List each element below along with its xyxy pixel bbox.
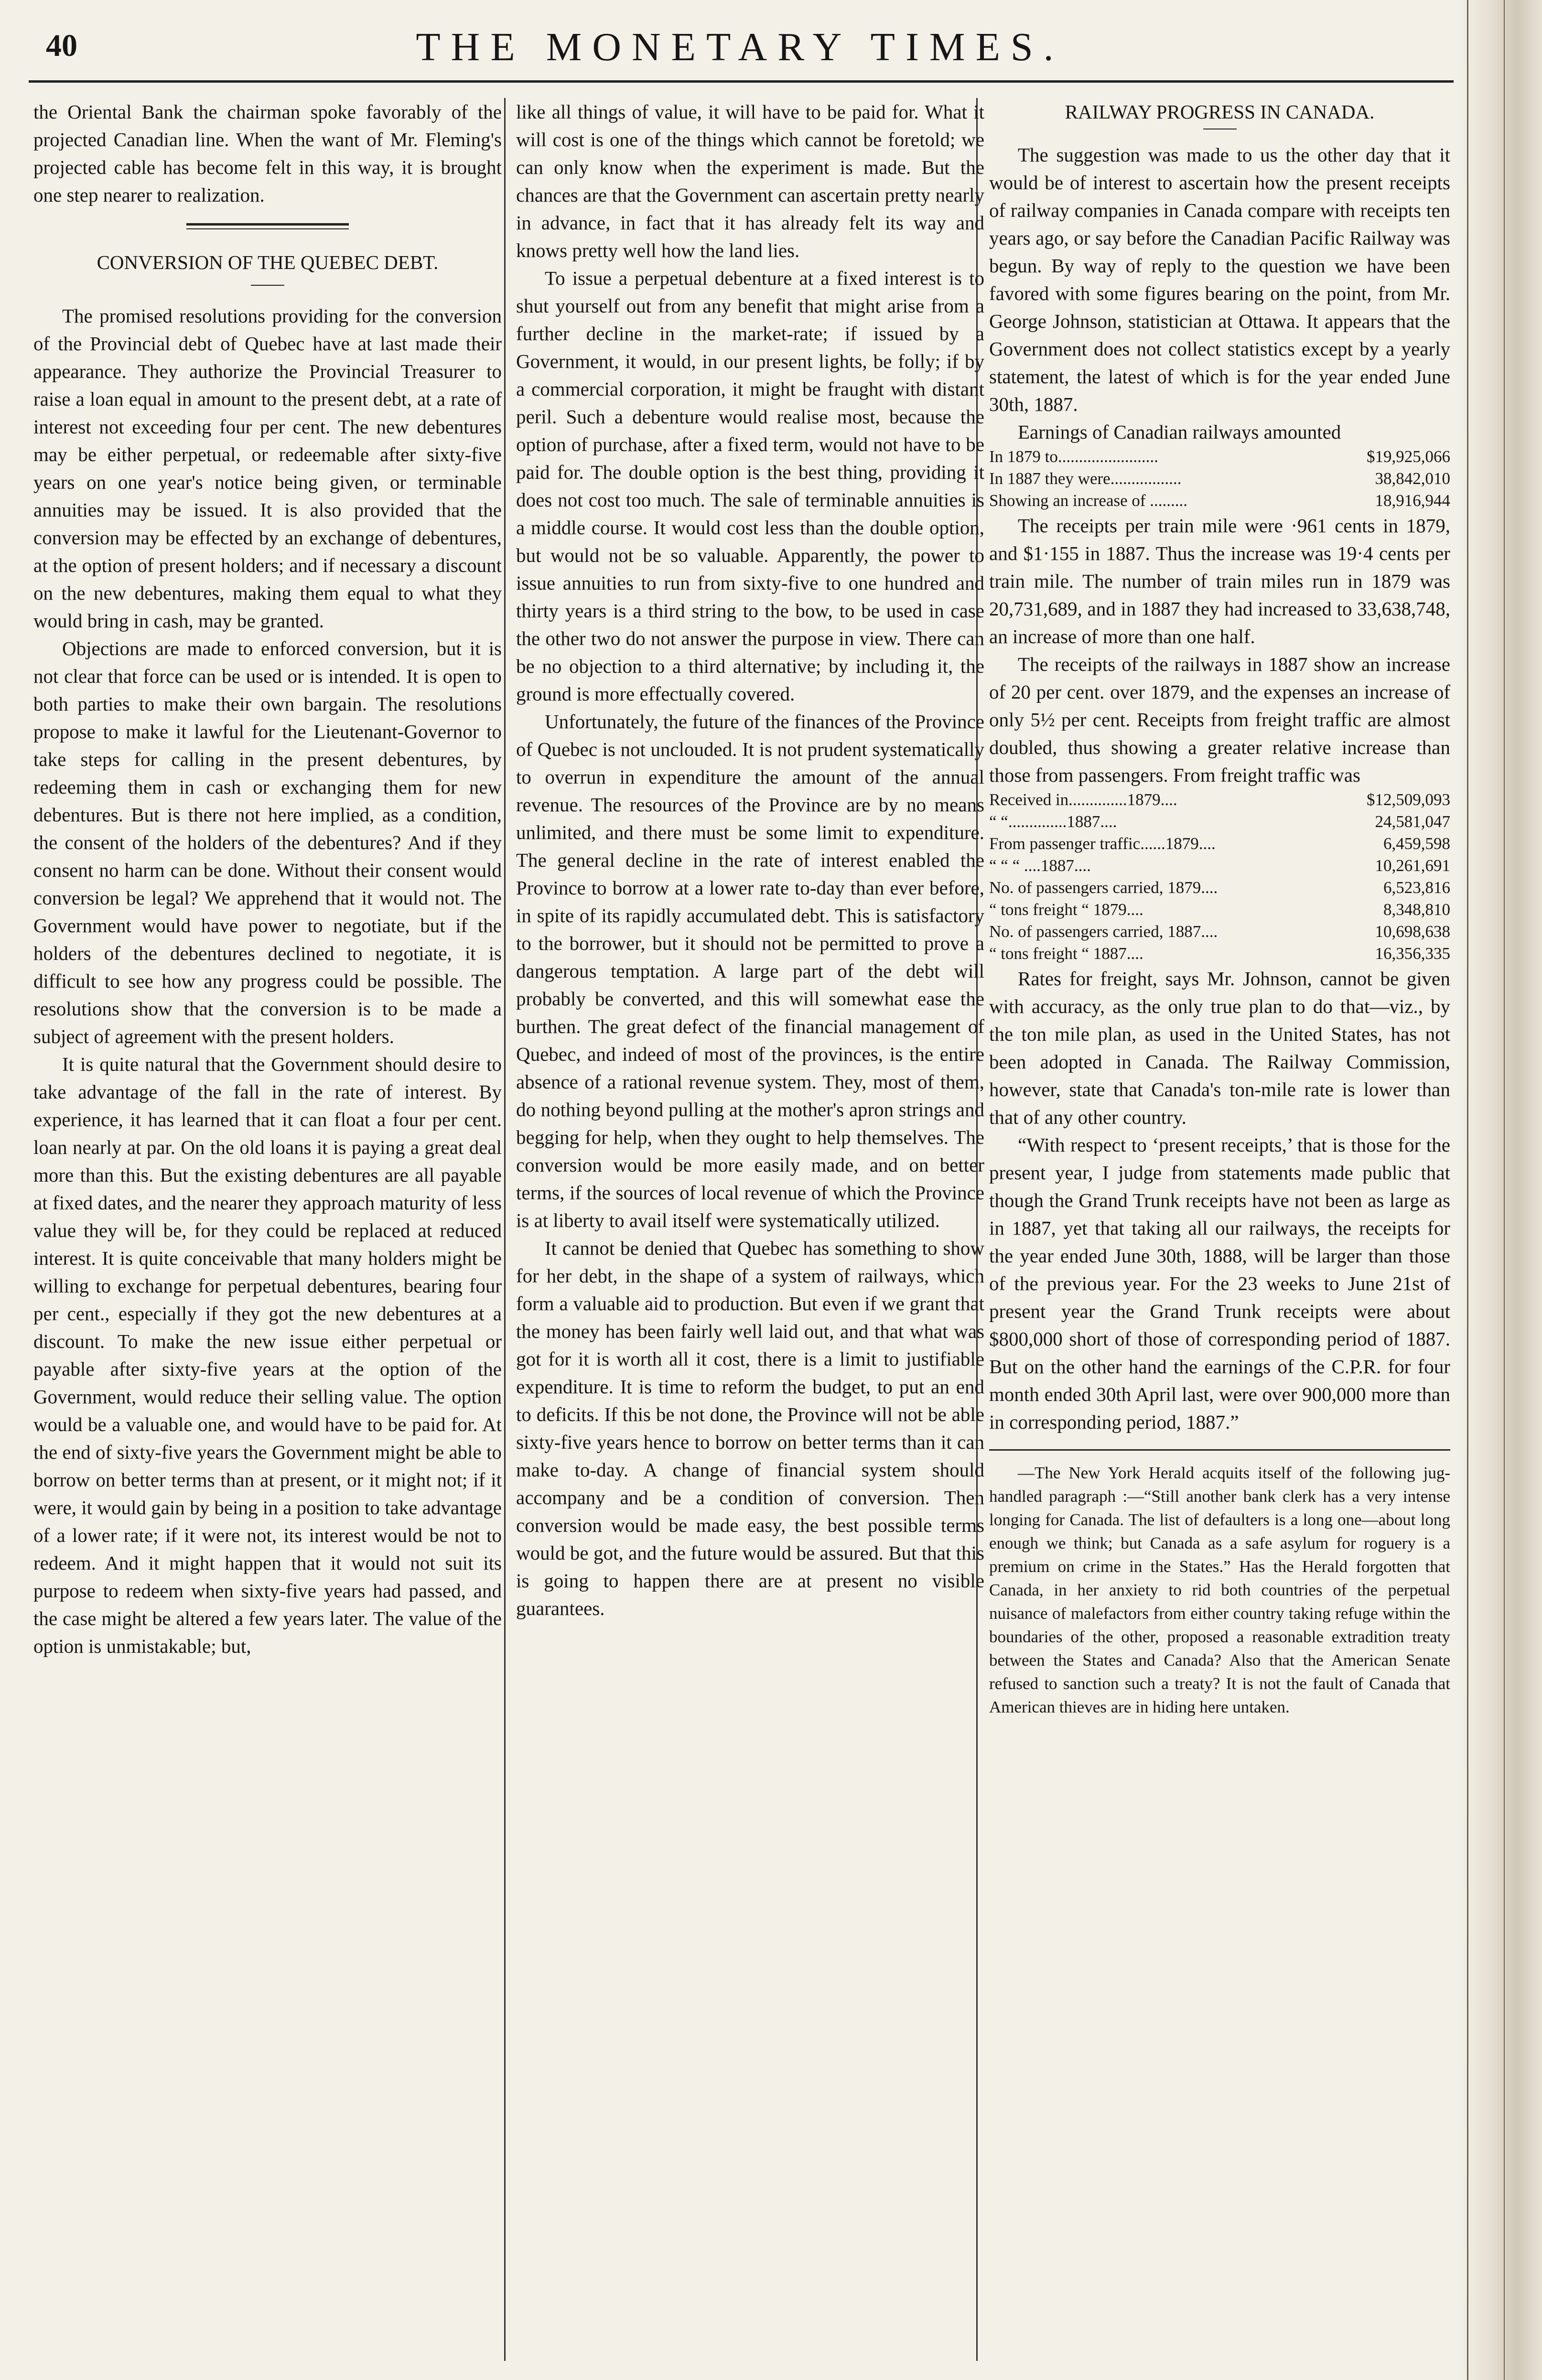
- article-heading: CONVERSION OF THE QUEBEC DEBT.: [97, 251, 439, 273]
- row-label: “ tons freight “ 1879....: [989, 900, 1143, 919]
- row-value: 10,698,638: [1375, 922, 1450, 941]
- row-label: Received in..............1879....: [989, 790, 1177, 809]
- page-number: 40: [46, 28, 77, 63]
- paragraph: like all things of value, it will have to be paid for. What it will cost is one of the things which cannot be foretold; we can only know when the experiment is made. But the chances are that the Government can ascertain pretty nearly in advance, in fact that it has already felt its way and knows pretty well how the land lies.: [516, 101, 984, 261]
- row-label: “ “..............1887....: [989, 812, 1117, 831]
- paragraph: The suggestion was made to us the other day that it would be of interest to ascertain how the present receipts of railway companies in Canada compare with receipts ten years ago, or say before the Canadian Pacific Railway was begun. By way of reply to the question we have been favored with some figures bearing on the point, from Mr. George Johnson, statistician at Ottawa. It appears that the Government does not collect statistics except by a yearly statement, the latest of which is for the year ended June 30th, 1887.: [989, 144, 1450, 415]
- row-value: 6,523,816: [1383, 878, 1450, 897]
- paragraph: Earnings of Canadian railways amounted: [1018, 421, 1341, 443]
- paragraph: The promised resolutions providing for the conversion of the Provincial debt of Quebec have at last made their appearance. They authorize the Provincial Treasurer to raise a loan equal in amount to the present debt, at a rate of interest not exceeding four per cent. The new debentures may be either perpetual, or redeemable after sixty-five years on one year's notice being given, or terminable annuities may be issued. It is also provided that the conversion may be effected by an exchange of debentures, at the option of present holders; and if necessary a discount on the new debentures, making them equal to what they would bring in cash, may be granted.: [33, 305, 502, 632]
- row-label: “ tons freight “ 1887....: [989, 944, 1143, 963]
- article-heading: RAILWAY PROGRESS IN CANADA.: [1065, 101, 1375, 123]
- earnings-table: [989, 446, 1450, 512]
- row-value: 10,261,691: [1375, 856, 1450, 875]
- edge-line: [1467, 0, 1468, 2380]
- row-value: 38,842,010: [1375, 469, 1450, 488]
- row-label: “ “ “ ....1887....: [989, 856, 1091, 875]
- section-divider: [989, 1449, 1450, 1451]
- paragraph: The receipts of the railways in 1887 show an increase of 20 per cent. over 1879, and the expenses an increase of only 5½ per cent. Receipts from freight traffic are almost doubled, thus showing a greater relative increase than those from passengers. From freight traffic was: [989, 653, 1450, 786]
- row-value: 18,916,944: [1375, 491, 1450, 510]
- table-row: [989, 789, 1450, 811]
- masthead: [29, 18, 1451, 85]
- masthead-rule: [29, 80, 1454, 83]
- table-row: [989, 446, 1450, 468]
- paragraph: Rates for freight, says Mr. Johnson, cannot be given with accuracy, as the only true plan to do that—viz., by the ton mile plan, as used in the United States, has not been adopted in Canada. The Railway Commission, however, state that Canada's ton-mile rate is lower than that of any other country.: [989, 968, 1450, 1128]
- table-row: [989, 490, 1450, 512]
- paragraph: It cannot be denied that Quebec has something to show for her debt, in the shape of a system of railways, which form a valuable aid to production. But even if we grant that the money has been fairly well laid out, and that what was got for it is worth all it cost, there is a limit to justifiable expenditure. It is time to reform the budget, to put an end to deficits. If this be not done, the Province will not be able sixty-five years hence to borrow on better terms than it can make to-day. A change of financial system should accompany and be a condition of conversion. Then conversion would be made easy, the best possible terms would be got, and the future would be assured. But that this is going to happen there are at present no visible guarantees.: [516, 1237, 984, 1619]
- table-row: [989, 468, 1450, 490]
- column-2: [516, 98, 984, 1622]
- row-value: 24,581,047: [1375, 812, 1450, 831]
- row-label: No. of passengers carried, 1879....: [989, 878, 1218, 897]
- paragraph: “With respect to ‘present receipts,’ that is those for the present year, I judge from statements made public that though the Grand Trunk receipts have not been as large as in 1887, yet that taking all our railways, the receipts for the year ended June 30th, 1888, will be larger than those of the previous year. For the 23 weeks to June 21st of present year the Grand Trunk receipts were about $800,000 short of those of corresponding period of 1887. But on the other hand the earnings of the C.P.R. for four month ended 30th April last, were over 900,000 more than in corresponding period, 1887.”: [989, 1134, 1450, 1433]
- row-label: In 1879 to........................: [989, 447, 1158, 466]
- row-value: $12,509,093: [1367, 790, 1450, 809]
- table-row: [989, 899, 1450, 921]
- heading-rule: [251, 285, 284, 286]
- publication-title: THE MONETARY TIMES.: [416, 25, 1064, 69]
- row-label: No. of passengers carried, 1887....: [989, 922, 1218, 941]
- page-binding-edge: [1458, 0, 1542, 2380]
- row-label: In 1887 they were.................: [989, 469, 1182, 488]
- table-row: [989, 921, 1450, 943]
- row-value: 16,356,335: [1375, 944, 1450, 963]
- section-separator: [186, 223, 349, 229]
- column-3: [989, 98, 1450, 1719]
- paragraph: Unfortunately, the future of the finances of the Province of Quebec is not unclouded. It is not prudent systematically to overrun in expenditure the amount of the annual revenue. The resources of the Province are by no means unlimited, and there must be some limit to expenditure. The general decline in the rate of interest enabled the Province to borrow at a lower rate to-day than ever before, in spite of its rapidly accumulated debt. This is satisfactory to the borrower, but it should not be permitted to prove a dangerous temptation. A large part of the debt will probably be converted, and this will somewhat ease the burthen. The great defect of the financial management of Quebec, and indeed of most of the provinces, is the entire absence of a rational revenue system. They, most of them, do nothing beyond pulling at the mother's apron strings and begging for help, when they ought to help themselves. The conversion would be more easily made, and on better terms, if the sources of local revenue of which the Province is at liberty to avail itself were systematically utilized.: [516, 711, 984, 1231]
- row-label: Showing an increase of .........: [989, 491, 1188, 510]
- traffic-table: [989, 789, 1450, 965]
- table-row: [989, 877, 1450, 899]
- paragraph: The receipts per train mile were ·961 cents in 1879, and $1·155 in 1887. Thus the increase was 19·4 cents per train mile. The number of train miles run in 1879 was 20,731,689, and in 1887 they had increased to 33,638,748, an increase of more than one half.: [989, 515, 1450, 647]
- table-row: [989, 855, 1450, 877]
- edge-line: [1504, 0, 1505, 2380]
- row-label: From passenger traffic......1879....: [989, 834, 1216, 853]
- row-value: $19,925,066: [1367, 447, 1450, 466]
- table-row: [989, 943, 1450, 965]
- table-row: [989, 811, 1450, 833]
- row-value: 8,348,810: [1383, 900, 1450, 919]
- paragraph: Objections are made to enforced conversion, but it is not clear that force can be used or is intended. It is open to both parties to make their own bargain. The resolutions propose to make it lawful for the Lieutenant-Governor to take steps for calling in the present debentures, by redeeming them in cash or exchanging them for new debentures. But is there not here implied, as a condition, the consent of the holders of the debentures? And if they consent no harm can be done. Without their consent would conversion be legal? We apprehend that it would not. The Government would have power to negotiate, but if the holders of the debentures declined to negotiate, it is difficult to see how any progress could be possible. The resolutions show that the conversion is to be made a subject of agreement with the present holders.: [33, 637, 502, 1047]
- paragraph: —The New York Herald acquits itself of the following jug-handled paragraph :—“Still another bank clerk has a very intense longing for Canada. The list of defaulters is a long one—about long enough we think; but Canada as a safe asylum for roguery is a premium on crime in the States.” Has the Herald forgotten that Canada, in her anxiety to rid both countries of the perpetual nuisance of malefactors from either country taking refuge within the boundaries of the other, proposed a reasonable extradition treaty between the States and Canada? Also that the American Senate refused to sanction such a treaty? It is not the fault of Canada that American thieves are in hiding here untaken.: [989, 1464, 1450, 1716]
- paragraph: It is quite natural that the Government should desire to take advantage of the fall in the rate of interest. By experience, it has learned that it can float a four per cent. loan nearly at par. On the old loans it is paying a great deal more than this. But the existing debentures are all payable at fixed dates, and the nearer they approach maturity of less value they will be, for they could be replaced at reduced interest. It is quite conceivable that many holders might be willing to exchange for perpetual debentures, bearing four per cent., especially if they got the new debentures at a discount. To make the new issue either perpetual or payable after sixty-five years at the option of the Government, would reduce their selling value. The option would be a valuable one, and would have to be paid for. At the end of sixty-five years the Government might be able to borrow on better terms than at present, or it might not; if it were, it would gain by being in a position to take advantage of a lower rate; if it were not, its interest would be not to redeem. And it might happen that it would not suit its purpose to redeem when sixty-five years had passed, and the case might be altered a few years later. The value of the option is unmistakable; but,: [33, 1053, 502, 1657]
- news-note: [989, 1461, 1450, 1719]
- column-1: [33, 98, 502, 1660]
- column-rule-1: [504, 98, 506, 2361]
- article-continuation: the Oriental Bank the chairman spoke favorably of the projected Canadian line. When the want of Mr. Fleming's projected cable has become felt in this way, it is brought one step nearer to realization.: [33, 101, 502, 206]
- paragraph: To issue a perpetual debenture at a fixed interest is to shut yourself out from any benefit that might arise from a further decline in the market-rate; if issued by a Government, it would, in our present lights, be folly; if by a commercial corporation, it might be fraught with distant peril. Such a debenture would realise most, because the option of purchase, after a fixed term, would not have to be paid for. The double option is the best thing, providing it does not cost too much. The sale of terminable annuities is a middle course. It would cost less than the double option, but would not be so valuable. Apparently, the power to issue annuities to run from sixty-five to one hundred and thirty years is a third string to the bow, to be used in case the other two do not answer the purpose in view. There can be no objection to a third alternative; by including it, the ground is more effectually covered.: [516, 267, 984, 705]
- row-value: 6,459,598: [1383, 834, 1450, 853]
- table-row: [989, 833, 1450, 855]
